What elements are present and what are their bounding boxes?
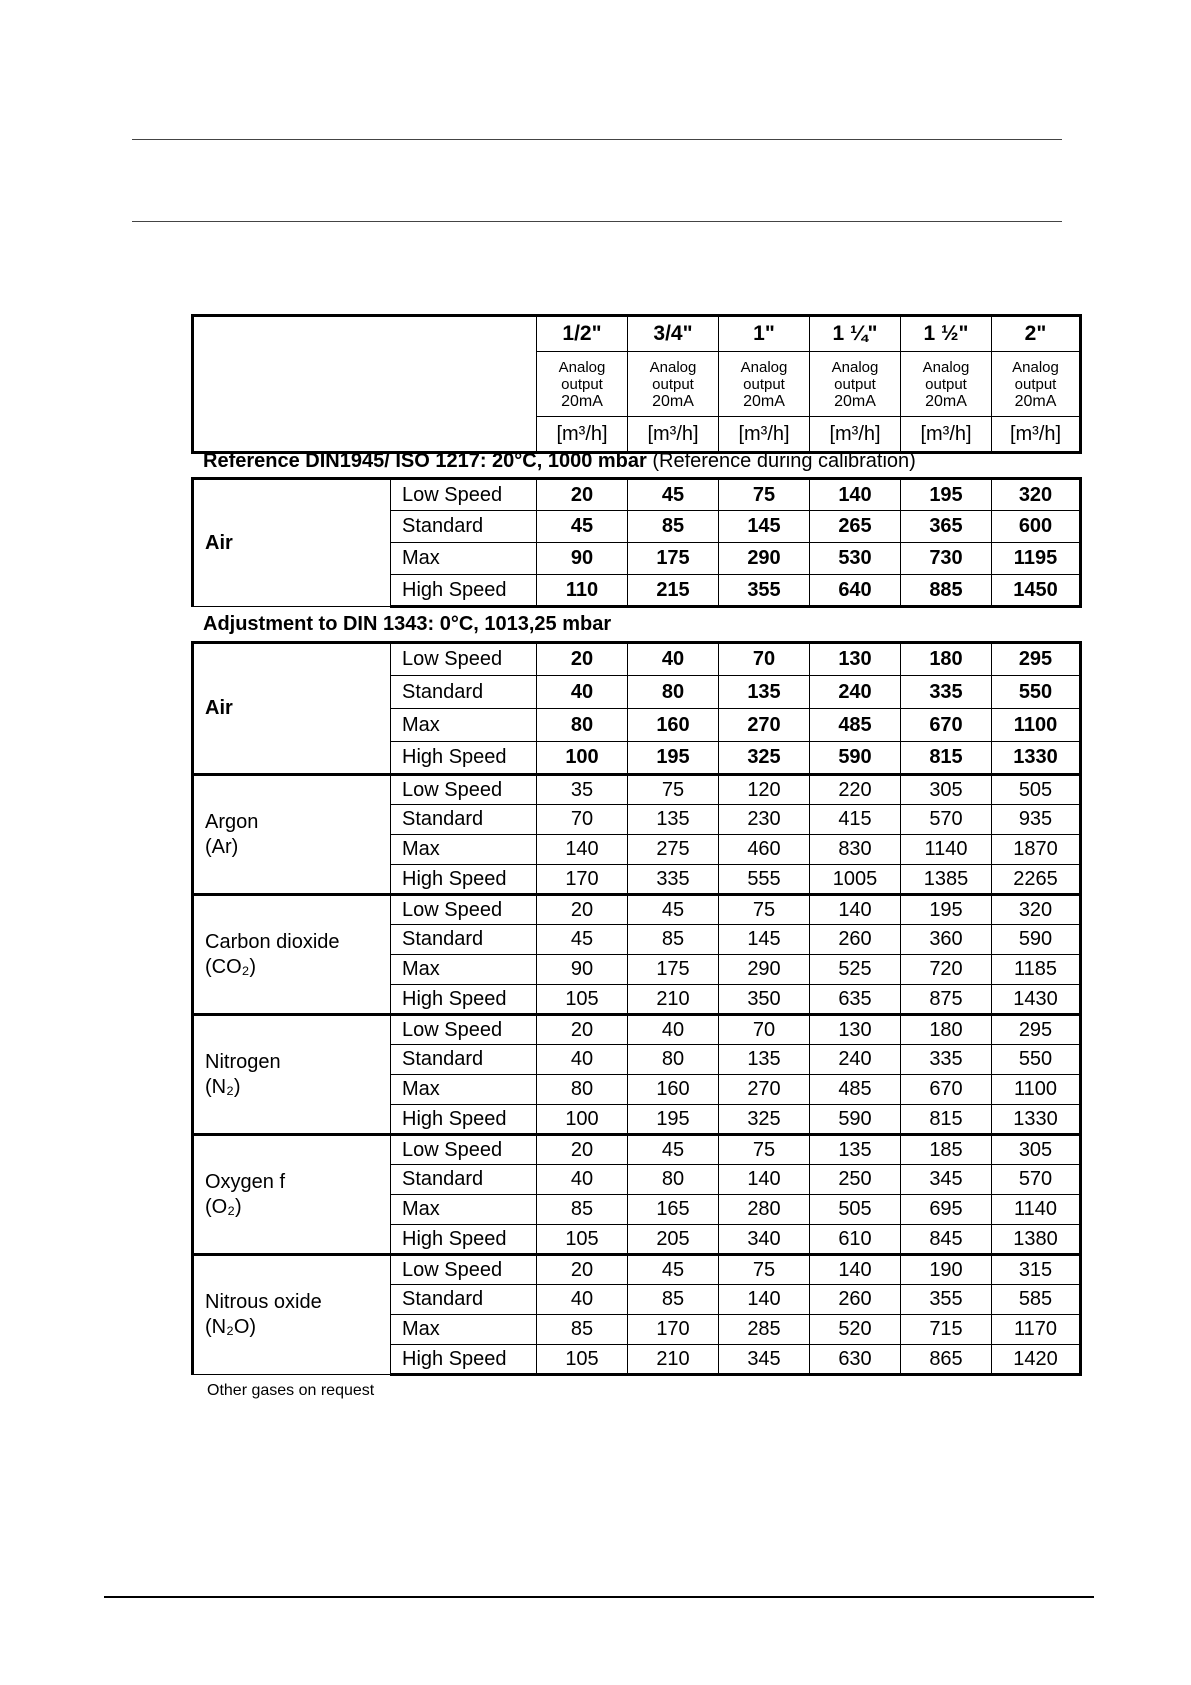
flow-value: 335	[901, 1045, 992, 1075]
unit-cell: [m³/h]	[537, 417, 628, 453]
flow-value: 80	[537, 1075, 628, 1105]
flow-value: 70	[537, 805, 628, 835]
output-type-cell	[537, 352, 628, 417]
flow-value: 85	[628, 1285, 719, 1315]
flow-value: 45	[537, 925, 628, 955]
flow-value: 600	[992, 511, 1081, 543]
flow-value: 585	[992, 1285, 1081, 1315]
gas-name-cell	[193, 1015, 391, 1135]
condition-label: Max	[391, 1075, 537, 1105]
flow-value: 195	[628, 1105, 719, 1135]
gas-name-cell	[193, 643, 391, 775]
flow-value: 140	[810, 479, 901, 511]
flow-value: 105	[537, 985, 628, 1015]
flow-value: 305	[901, 775, 992, 805]
flow-value: 325	[719, 1105, 810, 1135]
flow-value: 170	[628, 1315, 719, 1345]
reference-caption-bold: Reference DIN1945/ ISO 1217: 20°C, 1000 mbar	[203, 450, 647, 472]
gas-name: Oxygen f	[205, 1170, 286, 1193]
flow-value: 75	[719, 479, 810, 511]
condition-label: Standard	[391, 1045, 537, 1075]
flow-value: 190	[901, 1255, 992, 1285]
flow-value: 175	[628, 955, 719, 985]
condition-label: Max	[391, 543, 537, 575]
flow-value: 590	[992, 925, 1081, 955]
output-type-line: Analog	[922, 358, 970, 376]
flow-value: 75	[719, 1255, 810, 1285]
unit-cell: [m³/h]	[992, 417, 1081, 453]
flow-value: 80	[628, 676, 719, 709]
flow-value: 210	[628, 1345, 719, 1375]
flow-value: 340	[719, 1225, 810, 1255]
flow-value: 630	[810, 1345, 901, 1375]
condition-label: Standard	[391, 1285, 537, 1315]
flow-value: 415	[810, 805, 901, 835]
flow-value: 1140	[901, 835, 992, 865]
flow-value: 1380	[992, 1225, 1081, 1255]
flow-value: 590	[810, 1105, 901, 1135]
flow-value: 1100	[992, 709, 1081, 742]
flow-value: 110	[537, 575, 628, 607]
flow-value: 20	[537, 479, 628, 511]
flow-value: 335	[901, 676, 992, 709]
flow-value: 355	[719, 575, 810, 607]
unit-cell: [m³/h]	[719, 417, 810, 453]
flow-value: 695	[901, 1195, 992, 1225]
flow-value: 335	[628, 865, 719, 895]
gas-formula: (N₂)	[205, 1075, 241, 1098]
flow-value: 140	[537, 835, 628, 865]
condition-label: High Speed	[391, 1345, 537, 1375]
flow-value: 270	[719, 1075, 810, 1105]
flow-value: 170	[537, 865, 628, 895]
reference-caption-note: (Reference during calibration)	[646, 450, 916, 472]
flow-value: 845	[901, 1225, 992, 1255]
flow-value: 550	[992, 676, 1081, 709]
output-type-line: 20mA	[561, 392, 603, 410]
flow-value: 355	[901, 1285, 992, 1315]
table-row	[193, 1135, 1081, 1165]
condition-label: Low Speed	[391, 643, 537, 676]
flow-value: 1195	[992, 543, 1081, 575]
flow-value: 35	[537, 775, 628, 805]
condition-label: High Speed	[391, 1105, 537, 1135]
flow-value: 875	[901, 985, 992, 1015]
flow-value: 75	[719, 895, 810, 925]
flow-value: 210	[628, 985, 719, 1015]
condition-label: Standard	[391, 925, 537, 955]
flow-value: 120	[719, 775, 810, 805]
flow-value: 520	[810, 1315, 901, 1345]
flow-value: 1330	[992, 1105, 1081, 1135]
flow-value: 165	[628, 1195, 719, 1225]
flow-value: 265	[810, 511, 901, 543]
flow-value: 20	[537, 643, 628, 676]
flow-value: 485	[810, 709, 901, 742]
unit-cell: [m³/h]	[810, 417, 901, 453]
size-header: 1 ½"	[901, 316, 992, 352]
gas-name-cell	[193, 895, 391, 1015]
flow-value: 935	[992, 805, 1081, 835]
gas-formula: (N₂O)	[205, 1316, 257, 1338]
table-row	[193, 1255, 1081, 1285]
table-row	[193, 1015, 1081, 1045]
gas-name-cell	[193, 1135, 391, 1255]
table-row	[193, 895, 1081, 925]
flow-value: 205	[628, 1225, 719, 1255]
flow-value: 105	[537, 1225, 628, 1255]
output-type-line: output	[925, 375, 967, 393]
table-row	[193, 775, 1081, 805]
flow-value: 1185	[992, 955, 1081, 985]
gas-name: Air	[205, 697, 233, 719]
flow-value: 230	[719, 805, 810, 835]
flow-value: 140	[719, 1285, 810, 1315]
gas-name: Air	[205, 531, 233, 554]
gas-formula: (O₂)	[205, 1195, 242, 1218]
flow-value: 635	[810, 985, 901, 1015]
flow-value: 45	[628, 1255, 719, 1285]
condition-label: High Speed	[391, 575, 537, 607]
unit-cell: [m³/h]	[628, 417, 719, 453]
flow-value: 285	[719, 1315, 810, 1345]
footer-rule	[104, 1596, 1094, 1598]
flow-value: 145	[719, 511, 810, 543]
output-type-line: Analog	[649, 358, 697, 376]
flow-value: 195	[901, 479, 992, 511]
output-type-cell	[810, 352, 901, 417]
flow-value: 280	[719, 1195, 810, 1225]
flow-value: 260	[810, 1285, 901, 1315]
header-blank-cell	[193, 316, 537, 453]
output-type-line: 20mA	[652, 392, 694, 410]
flow-value: 1170	[992, 1315, 1081, 1345]
flow-value: 140	[719, 1165, 810, 1195]
flow-value: 865	[901, 1345, 992, 1375]
flow-value: 1385	[901, 865, 992, 895]
flow-value: 670	[901, 709, 992, 742]
unit-cell: [m³/h]	[901, 417, 992, 453]
flow-value: 135	[628, 805, 719, 835]
condition-label: High Speed	[391, 1225, 537, 1255]
flow-value: 20	[537, 895, 628, 925]
flow-value: 815	[901, 1105, 992, 1135]
flow-value: 1005	[810, 865, 901, 895]
flow-value: 505	[992, 775, 1081, 805]
flow-value: 460	[719, 835, 810, 865]
flow-value: 610	[810, 1225, 901, 1255]
flow-value: 590	[810, 742, 901, 775]
flow-value: 160	[628, 709, 719, 742]
flow-value: 720	[901, 955, 992, 985]
condition-label: Low Speed	[391, 1015, 537, 1045]
flow-value: 85	[537, 1315, 628, 1345]
flow-value: 45	[628, 1135, 719, 1165]
flow-value: 715	[901, 1315, 992, 1345]
output-type-line: output	[652, 375, 694, 393]
flow-value: 830	[810, 835, 901, 865]
size-header: 1 ¼"	[810, 316, 901, 352]
flow-value: 240	[810, 1045, 901, 1075]
flow-value: 240	[810, 676, 901, 709]
output-type-line: output	[561, 375, 603, 393]
gas-name: Argon	[205, 810, 259, 833]
flow-value: 345	[901, 1165, 992, 1195]
gas-name: Nitrogen	[205, 1050, 281, 1073]
flow-value: 670	[901, 1075, 992, 1105]
flow-value: 505	[810, 1195, 901, 1225]
output-type-cell	[719, 352, 810, 417]
flow-value: 160	[628, 1075, 719, 1105]
flow-value: 130	[810, 1015, 901, 1045]
condition-label: Standard	[391, 1165, 537, 1195]
flow-value: 135	[810, 1135, 901, 1165]
size-header: 3/4"	[628, 316, 719, 352]
gas-name-cell	[193, 479, 391, 607]
reference-flow-table	[191, 477, 1082, 608]
condition-label: High Speed	[391, 865, 537, 895]
flow-value: 100	[537, 742, 628, 775]
flow-value: 145	[719, 925, 810, 955]
condition-label: Max	[391, 1315, 537, 1345]
footer-note: Other gases on request	[207, 1382, 375, 1399]
flow-value: 90	[537, 955, 628, 985]
output-type-line: Analog	[1012, 358, 1059, 376]
flow-value: 75	[628, 775, 719, 805]
flow-value: 525	[810, 955, 901, 985]
condition-label: Max	[391, 835, 537, 865]
flow-value: 70	[719, 643, 810, 676]
flow-value: 40	[537, 1285, 628, 1315]
gas-name-cell	[193, 1255, 391, 1375]
size-header: 2"	[992, 316, 1081, 352]
flow-value: 105	[537, 1345, 628, 1375]
flow-value: 270	[719, 709, 810, 742]
flow-value: 1430	[992, 985, 1081, 1015]
output-type-line: 20mA	[1014, 392, 1057, 410]
flow-value: 185	[901, 1135, 992, 1165]
condition-label: Low Speed	[391, 1255, 537, 1285]
flow-value: 290	[719, 543, 810, 575]
condition-label: Max	[391, 709, 537, 742]
reference-caption	[203, 450, 916, 473]
flow-value: 485	[810, 1075, 901, 1105]
flow-value: 180	[901, 1015, 992, 1045]
table-row	[193, 643, 1081, 676]
flow-value: 305	[992, 1135, 1081, 1165]
output-type-cell	[901, 352, 992, 417]
flow-value: 345	[719, 1345, 810, 1375]
flow-value: 325	[719, 742, 810, 775]
flow-value: 290	[719, 955, 810, 985]
flow-value: 75	[719, 1135, 810, 1165]
flow-value: 320	[992, 895, 1081, 925]
output-type-line: Analog	[831, 358, 879, 376]
output-type-line: 20mA	[834, 392, 876, 410]
flow-value: 555	[719, 865, 810, 895]
flow-value: 815	[901, 742, 992, 775]
flow-value: 275	[628, 835, 719, 865]
flow-value: 100	[537, 1105, 628, 1135]
flow-value: 2265	[992, 865, 1081, 895]
flow-value: 360	[901, 925, 992, 955]
flow-value: 85	[537, 1195, 628, 1225]
output-type-line: 20mA	[925, 392, 967, 410]
flow-value: 295	[992, 643, 1081, 676]
flow-value: 140	[810, 895, 901, 925]
adjusted-flow-table	[191, 641, 1082, 1376]
flow-value: 40	[628, 643, 719, 676]
condition-label: Low Speed	[391, 479, 537, 511]
flow-value: 1100	[992, 1075, 1081, 1105]
output-type-line: Analog	[740, 358, 788, 376]
flow-value: 1420	[992, 1345, 1081, 1375]
output-type-cell	[992, 352, 1081, 417]
flow-value: 350	[719, 985, 810, 1015]
output-type-line: output	[1014, 375, 1057, 393]
flow-value: 530	[810, 543, 901, 575]
column-header-table	[191, 314, 1082, 454]
flow-value: 20	[537, 1015, 628, 1045]
flow-value: 885	[901, 575, 992, 607]
flow-value: 1330	[992, 742, 1081, 775]
flow-value: 550	[992, 1045, 1081, 1075]
flow-value: 640	[810, 575, 901, 607]
flow-value: 80	[537, 709, 628, 742]
flow-value: 220	[810, 775, 901, 805]
flow-value: 295	[992, 1015, 1081, 1045]
flow-value: 260	[810, 925, 901, 955]
flow-value: 140	[810, 1255, 901, 1285]
output-type-line: output	[834, 375, 876, 393]
flow-value: 20	[537, 1255, 628, 1285]
flow-value: 40	[537, 676, 628, 709]
flow-value: 130	[810, 643, 901, 676]
flow-value: 570	[901, 805, 992, 835]
flow-value: 45	[537, 511, 628, 543]
flow-value: 320	[992, 479, 1081, 511]
flow-value: 135	[719, 1045, 810, 1075]
flow-value: 180	[901, 643, 992, 676]
flow-value: 195	[628, 742, 719, 775]
header-rule-bottom	[132, 221, 1062, 222]
flow-value: 250	[810, 1165, 901, 1195]
flow-value: 175	[628, 543, 719, 575]
condition-label: Standard	[391, 676, 537, 709]
flow-value: 315	[992, 1255, 1081, 1285]
output-type-line: output	[743, 375, 785, 393]
condition-label: Low Speed	[391, 895, 537, 925]
condition-label: Standard	[391, 805, 537, 835]
condition-label: High Speed	[391, 985, 537, 1015]
flow-value: 40	[537, 1165, 628, 1195]
flow-value: 70	[719, 1015, 810, 1045]
flow-value: 45	[628, 479, 719, 511]
flow-value: 20	[537, 1135, 628, 1165]
flow-value: 195	[901, 895, 992, 925]
flow-value: 1140	[992, 1195, 1081, 1225]
gas-name: Carbon dioxide	[205, 930, 340, 953]
flow-value: 570	[992, 1165, 1081, 1195]
flow-value: 135	[719, 676, 810, 709]
flow-value: 45	[628, 895, 719, 925]
gas-name-cell	[193, 775, 391, 895]
flow-value: 730	[901, 543, 992, 575]
condition-label: Low Speed	[391, 775, 537, 805]
flow-value: 85	[628, 511, 719, 543]
adjustment-caption: Adjustment to DIN 1343: 0°C, 1013,25 mbar	[203, 613, 612, 635]
condition-label: Low Speed	[391, 1135, 537, 1165]
flow-value: 40	[537, 1045, 628, 1075]
flow-value: 80	[628, 1045, 719, 1075]
flow-value: 85	[628, 925, 719, 955]
condition-label: Max	[391, 955, 537, 985]
table-row	[193, 479, 1081, 511]
size-header: 1/2"	[537, 316, 628, 352]
size-header: 1"	[719, 316, 810, 352]
condition-label: Max	[391, 1195, 537, 1225]
header-rule-top	[132, 139, 1062, 140]
output-type-line: 20mA	[743, 392, 785, 410]
output-type-line: Analog	[558, 358, 606, 376]
flow-value: 215	[628, 575, 719, 607]
flow-value: 365	[901, 511, 992, 543]
output-type-cell	[628, 352, 719, 417]
gas-formula: (CO₂)	[205, 955, 257, 978]
condition-label: Standard	[391, 511, 537, 543]
condition-label: High Speed	[391, 742, 537, 775]
flow-value: 40	[628, 1015, 719, 1045]
flow-value: 1450	[992, 575, 1081, 607]
gas-formula: (Ar)	[205, 835, 239, 858]
gas-name: Nitrous oxide	[205, 1291, 322, 1313]
flow-value: 80	[628, 1165, 719, 1195]
flow-value: 90	[537, 543, 628, 575]
flow-value: 1870	[992, 835, 1081, 865]
